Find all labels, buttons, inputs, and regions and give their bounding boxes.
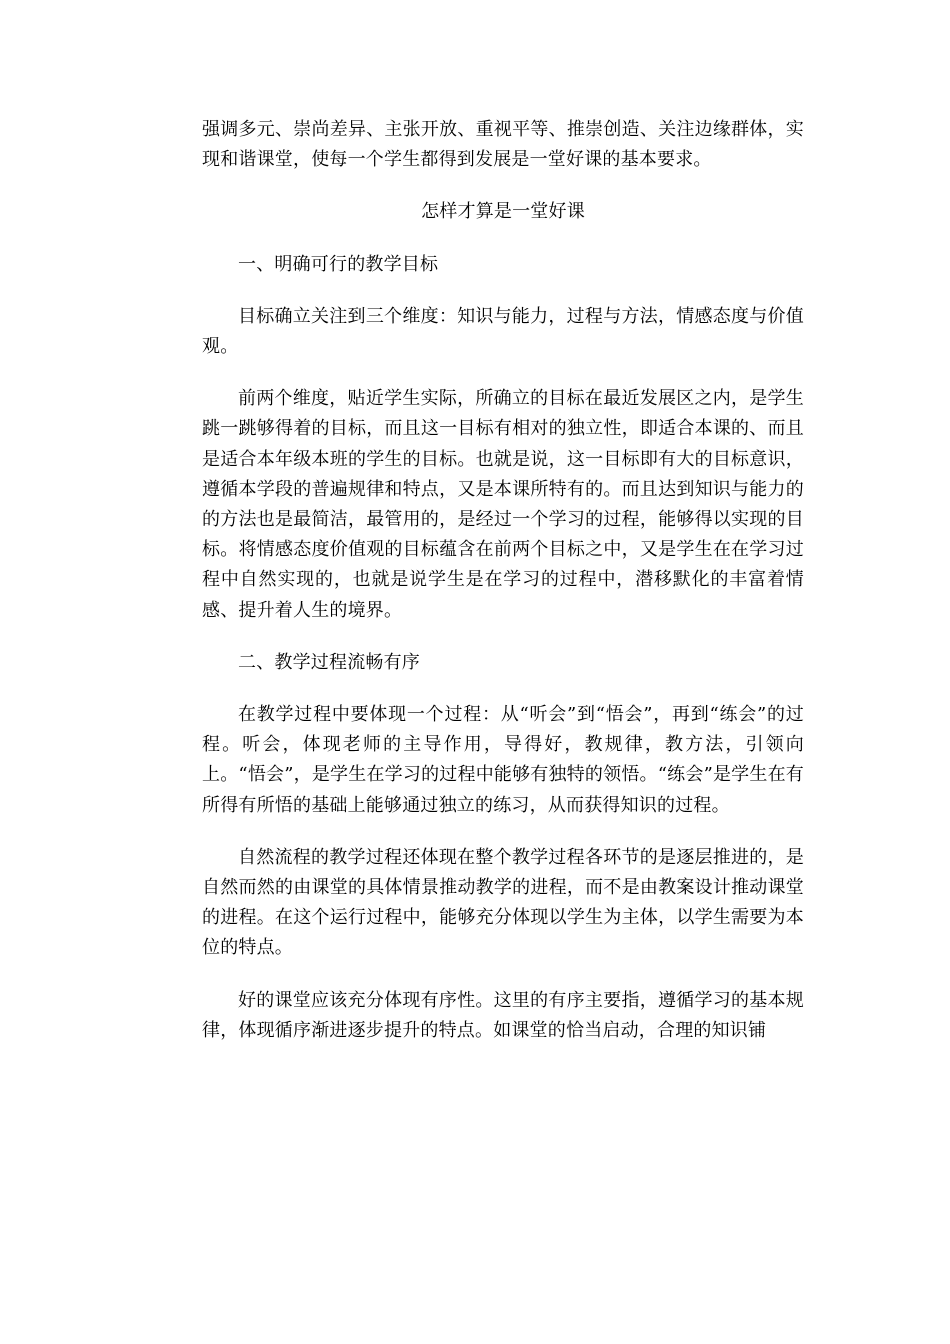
- heading-one: 一、明确可行的教学目标: [238, 253, 439, 275]
- paragraph-intro-continuation: 强调多元、崇尚差异、主张开放、重视平等、推崇创造、关注边缘群体，实现和谐课堂，使每一个学生都得到发展是一堂好课的基本要求。: [202, 119, 804, 171]
- paragraph-orderliness: 好的课堂应该充分体现有序性。这里的有序主要指，遵循学习的基本规律，体现循序渐进逐步提升的特点。如课堂的恰当启动，合理的知识铺: [202, 989, 804, 1041]
- section-title: 怎样才算是一堂好课: [421, 201, 585, 223]
- paragraph-goal-dimensions: 目标确立关注到三个维度：知识与能力，过程与方法，情感态度与价值观。: [202, 305, 804, 358]
- paragraph-teaching-process: 在教学过程中要体现一个过程：从“听会”到“悟会”，再到“练会”的过程。听会，体现老师的主导作用，导得好，教规律，教方法，引领向上。“悟会”，是学生在学习的过程中能够有独特的领悟。“练会”是学生在有所得有所悟的基础上能够通过独立的练习，从而获得知识的过程。: [202, 704, 804, 816]
- paragraph-first-two-dimensions: 前两个维度，贴近学生实际，所确立的目标在最近发展区之内，是学生跳一跳够得着的目标，而且这一目标有相对的独立性，即适合本课的、而且是适合本年级本班的学生的目标。也就是说，这一目标即有大的目标意识，遵循本学段的普遍规律和特点，又是本课所特有的。而且达到知识与能力的的方法也是最简洁，最管用的，是经过一个学习的过程，能够得以实现的目标。将情感态度价值观的目标蕴含在前两个目标之中，又是学生在在学习过程中自然实现的，也就是说学生是在学习的过程中，潜移默化的丰富着情感、提升着人生的境界。: [202, 388, 804, 621]
- heading-two: 二、教学过程流畅有序: [238, 651, 420, 673]
- document-body: [202, 115, 804, 1046]
- paragraph-natural-flow: 自然流程的教学过程还体现在整个教学过程各环节的是逐层推进的，是自然而然的由课堂的具体情景推动教学的进程，而不是由教案设计推动课堂的进程。在这个运行过程中，能够充分体现以学生为主体，以学生需要为本位的特点。: [202, 846, 804, 959]
